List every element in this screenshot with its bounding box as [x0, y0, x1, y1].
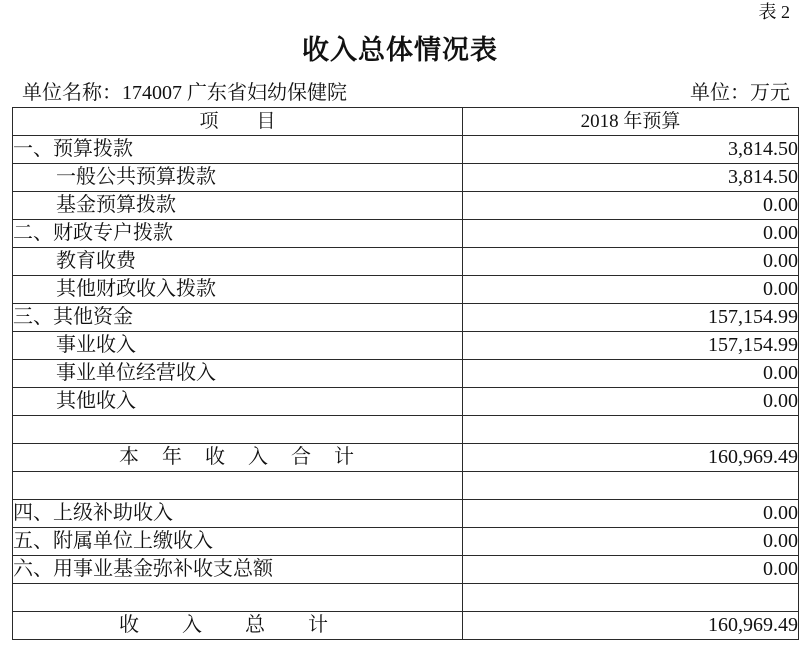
- grand-total-row: [13, 612, 799, 640]
- row-label: 教育收费: [13, 248, 463, 276]
- row-value: 0.00: [463, 556, 799, 584]
- row-value: 157,154.99: [463, 304, 799, 332]
- grand-total-label: 收 入 总 计: [13, 612, 463, 640]
- column-header-item: 项 目: [13, 108, 463, 136]
- row-value: 0.00: [463, 528, 799, 556]
- income-summary-table: [12, 107, 799, 640]
- table-row: [13, 248, 799, 276]
- empty-row: [13, 472, 799, 500]
- row-label: 五、附属单位上缴收入: [13, 528, 463, 556]
- row-value: 157,154.99: [463, 332, 799, 360]
- annual-total-row: [13, 444, 799, 472]
- row-value: 0.00: [463, 220, 799, 248]
- row-label: 二、财政专户拨款: [13, 220, 463, 248]
- row-label: 事业收入: [13, 332, 463, 360]
- empty-cell: [463, 416, 799, 444]
- row-value: 0.00: [463, 388, 799, 416]
- row-label: 基金预算拨款: [13, 192, 463, 220]
- row-label: 六、用事业基金弥补收支总额: [13, 556, 463, 584]
- row-value: 0.00: [463, 360, 799, 388]
- empty-cell: [463, 584, 799, 612]
- empty-cell: [13, 416, 463, 444]
- column-header-budget: 2018 年预算: [463, 108, 799, 136]
- row-label: 一、预算拨款: [13, 136, 463, 164]
- row-label: 事业单位经营收入: [13, 360, 463, 388]
- row-label: 其他财政收入拨款: [13, 276, 463, 304]
- table-row: [13, 304, 799, 332]
- currency-unit-label: 单位：万元: [690, 82, 790, 104]
- row-label: 三、其他资金: [13, 304, 463, 332]
- page-title: 收入总体情况表: [302, 35, 498, 65]
- table-row: [13, 164, 799, 192]
- row-value: 3,814.50: [463, 136, 799, 164]
- table-row: [13, 500, 799, 528]
- row-label: 四、上级补助收入: [13, 500, 463, 528]
- table-header-row: [13, 108, 799, 136]
- row-value: 0.00: [463, 500, 799, 528]
- empty-cell: [13, 472, 463, 500]
- row-label: 一般公共预算拨款: [13, 164, 463, 192]
- row-value: 3,814.50: [463, 164, 799, 192]
- row-value: 0.00: [463, 276, 799, 304]
- table-row: [13, 192, 799, 220]
- table-number-label: 表 2: [758, 2, 790, 22]
- table-row: [13, 388, 799, 416]
- empty-row: [13, 416, 799, 444]
- table-row: [13, 528, 799, 556]
- table-row: [13, 136, 799, 164]
- table-row: [13, 556, 799, 584]
- grand-total-value: 160,969.49: [463, 612, 799, 640]
- empty-cell: [463, 472, 799, 500]
- meta-line: [22, 80, 790, 106]
- row-label: 其他收入: [13, 388, 463, 416]
- annual-total-label: 本 年 收 入 合 计: [13, 444, 463, 472]
- row-value: 0.00: [463, 192, 799, 220]
- empty-cell: [13, 584, 463, 612]
- table-row: [13, 220, 799, 248]
- empty-row: [13, 584, 799, 612]
- table-row: [13, 276, 799, 304]
- annual-total-value: 160,969.49: [463, 444, 799, 472]
- unit-name-label: 单位名称：174007 广东省妇幼保健院: [22, 82, 347, 104]
- table-row: [13, 360, 799, 388]
- row-value: 0.00: [463, 248, 799, 276]
- table-row: [13, 332, 799, 360]
